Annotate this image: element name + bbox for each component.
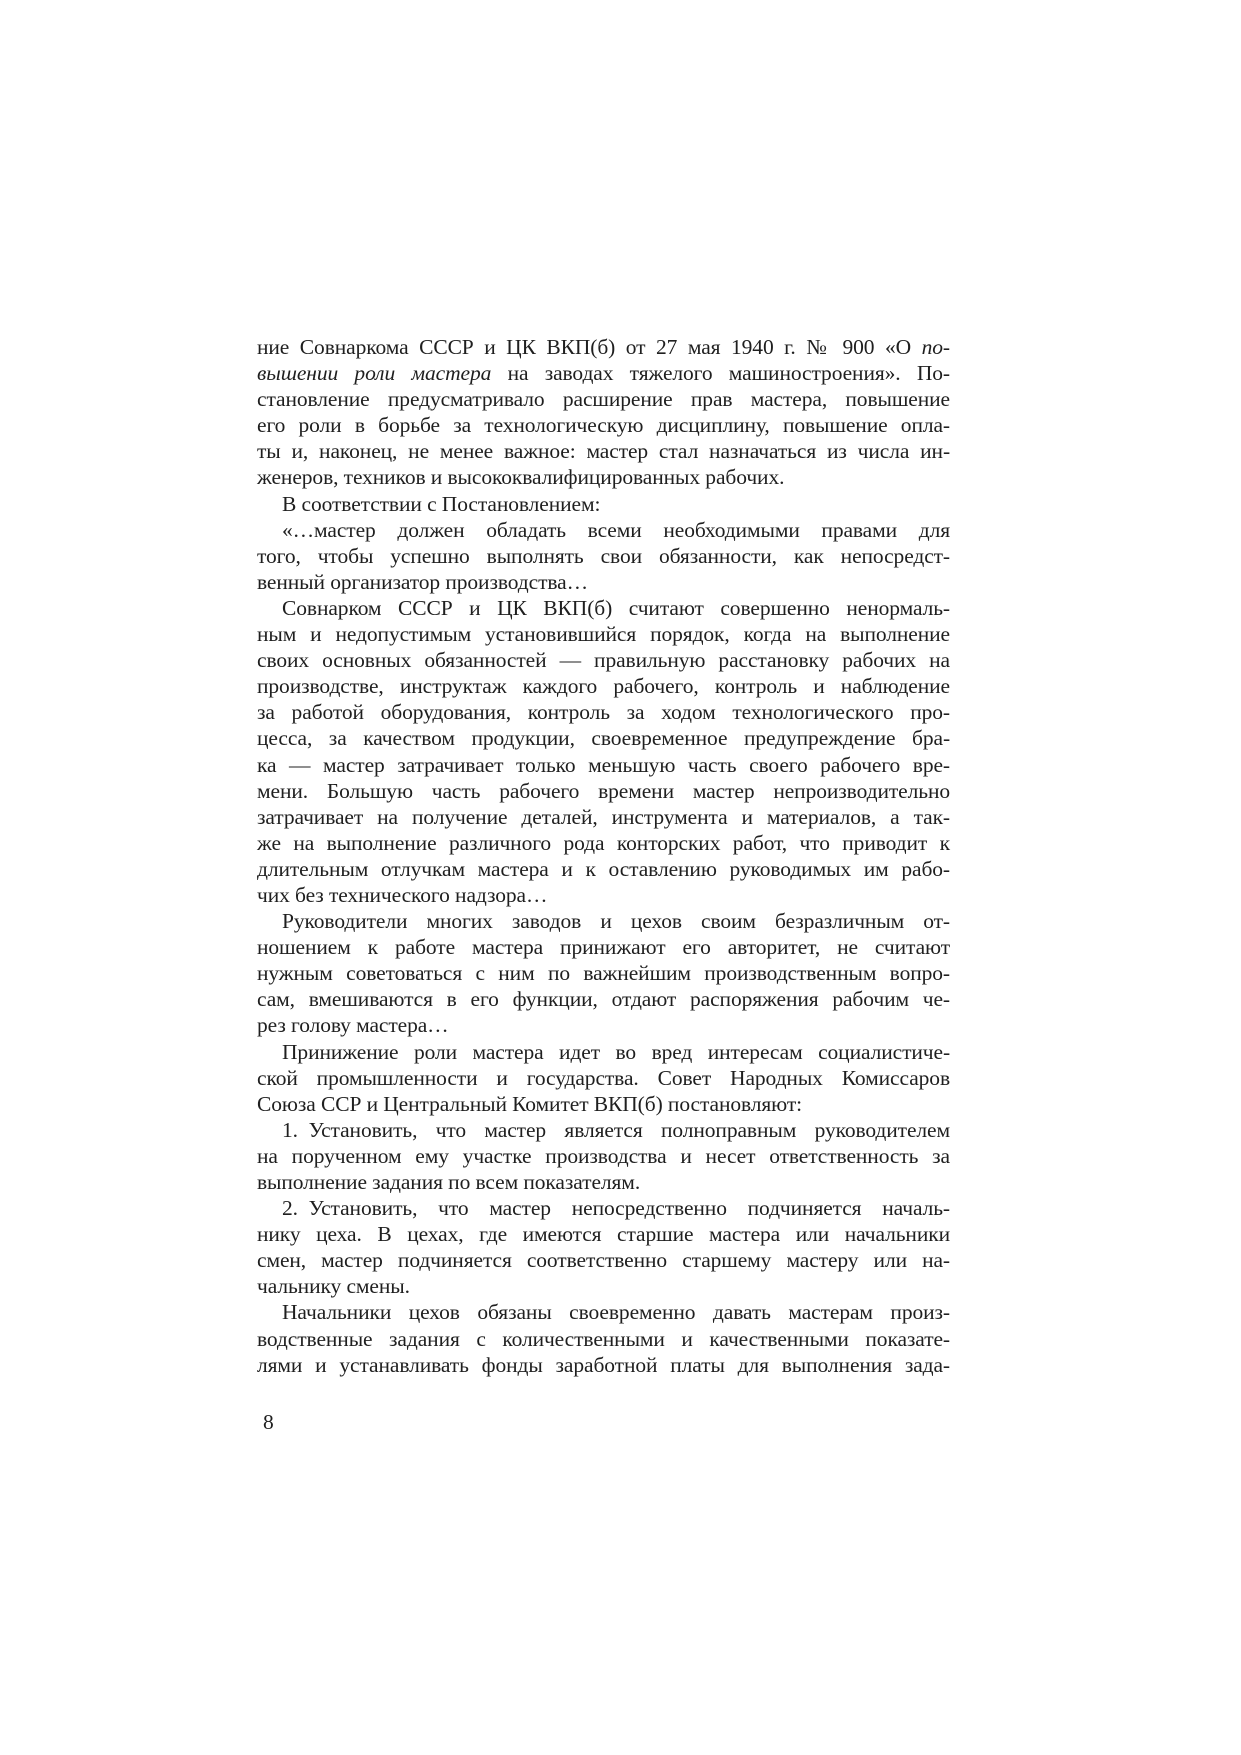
- text-line: [257, 360, 950, 386]
- text-line: [257, 1143, 950, 1169]
- text-line: [257, 699, 950, 725]
- text-line: [257, 673, 950, 699]
- text-line: [257, 1117, 950, 1143]
- text-segment: ным и недопустимым установившийся порядок, когда на выполнение: [257, 622, 950, 647]
- text-line: [257, 464, 950, 490]
- text-segment: В соответствии с Постановлением:: [282, 491, 601, 516]
- text-segment: женеров, техников и высококвалифицированных рабочих.: [257, 465, 785, 490]
- text-line: [257, 1221, 950, 1247]
- text-segment: своих основных обязанностей — правильную расстановку рабочих на: [257, 648, 950, 673]
- text-line: [257, 334, 950, 360]
- text-line: [257, 1299, 950, 1325]
- text-segment: венный организатор производства…: [257, 569, 588, 594]
- text-line: [257, 1012, 950, 1038]
- text-line: [257, 1065, 950, 1091]
- text-segment: ка — мастер затрачивает только меньшую часть своего рабочего вре-: [257, 752, 950, 777]
- text-segment: чих без технического надзора…: [257, 882, 548, 907]
- text-segment: Совнарком СССР и ЦК ВКП(б) считают совершенно ненормаль-: [282, 595, 950, 620]
- text-segment: 2. Установить, что мастер непосредственно подчиняется началь-: [282, 1196, 950, 1221]
- text-segment: же на выполнение различного рода конторских работ, что приводит к: [257, 830, 950, 855]
- text-segment: Руководители многих заводов и цехов своим безразличным от-: [282, 909, 950, 934]
- text-segment: выполнение задания по всем показателям.: [257, 1170, 641, 1194]
- text-line: [257, 386, 950, 412]
- text-line: [257, 908, 950, 934]
- text-segment: Принижение роли мастера идет во вред интересам социалистиче-: [282, 1039, 950, 1064]
- text-line: [257, 804, 950, 830]
- text-segment: ние Совнаркома СССР и ЦК ВКП(б) от 27 мая 1940 г. № 900 «О: [257, 335, 922, 359]
- text-segment: его роли в борьбе за технологическую дисциплину, повышение опла-: [257, 413, 950, 438]
- text-line: [257, 1352, 950, 1378]
- text-line: [257, 1091, 950, 1117]
- text-line: [257, 778, 950, 804]
- text-line: [257, 986, 950, 1012]
- text-line: [257, 621, 950, 647]
- text-line: [257, 438, 950, 464]
- text-line: [257, 1039, 950, 1065]
- text-line: [257, 647, 950, 673]
- text-segment: сам, вмешиваются в его функции, отдают распоряжения рабочим че-: [257, 987, 950, 1012]
- text-segment: того, чтобы успешно выполнять свои обязанности, как непосредст-: [257, 543, 950, 568]
- text-line: [257, 491, 950, 517]
- text-segment: 1. Установить, что мастер является полноправным руководителем: [282, 1117, 950, 1142]
- text-line: [257, 752, 950, 778]
- text-line: [257, 595, 950, 621]
- text-segment: смен, мастер подчиняется соответственно старшему мастеру или на-: [257, 1248, 950, 1273]
- text-segment: нику цеха. В цехах, где имеются старшие мастера или начальники: [257, 1222, 950, 1247]
- text-segment: на заводах тяжелого машиностроения». По-: [491, 361, 950, 386]
- text-line: [257, 517, 950, 543]
- text-segment: ношением к работе мастера принижают его авторитет, не считают: [257, 935, 950, 960]
- text-line: [257, 960, 950, 986]
- text-line: [257, 1247, 950, 1273]
- text-line: [257, 569, 950, 595]
- text-line: [257, 830, 950, 856]
- text-segment: производстве, инструктаж каждого рабочего, контроль и наблюдение: [257, 674, 950, 699]
- text-line: [257, 412, 950, 438]
- text-line: [257, 934, 950, 960]
- text-line: [257, 1169, 950, 1195]
- text-segment: мени. Большую часть рабочего времени мастер непроизводительно: [257, 778, 950, 803]
- text-line: [257, 1326, 950, 1352]
- page-text: [257, 334, 950, 1378]
- page-number: 8: [263, 1410, 274, 1434]
- text-segment: рез голову мастера…: [257, 1013, 449, 1038]
- text-segment: лями и устанавливать фонды заработной платы для выполнения зада-: [257, 1352, 950, 1377]
- text-segment: затрачивает на получение деталей, инструмента и материалов, а так-: [257, 804, 950, 829]
- text-line: [257, 882, 950, 908]
- italic-text-segment: вышении роли мастера: [257, 361, 492, 386]
- text-segment: водственные задания с количественными и качественными показате-: [257, 1326, 950, 1351]
- text-segment: «…мастер должен обладать всеми необходимыми правами для: [282, 517, 950, 542]
- text-segment: за работой оборудования, контроль за ходом технологического про-: [257, 700, 950, 725]
- text-line: [257, 725, 950, 751]
- text-line: [257, 856, 950, 882]
- italic-text-segment: по-: [921, 335, 950, 359]
- text-segment: на порученном ему участке производства и несет ответственность за: [257, 1143, 950, 1168]
- text-segment: цесса, за качеством продукции, своевременное предупреждение бра-: [257, 726, 950, 751]
- text-segment: Начальники цехов обязаны своевременно давать мастерам произ-: [282, 1300, 950, 1325]
- text-line: [257, 543, 950, 569]
- text-segment: длительным отлучкам мастера и к оставлению руководимых им рабо-: [257, 856, 950, 881]
- text-line: [257, 1195, 950, 1221]
- text-segment: ты и, наконец, не менее важное: мастер стал назначаться из числа ин-: [257, 439, 950, 464]
- text-segment: нужным советоваться с ним по важнейшим производственным вопро-: [257, 961, 950, 986]
- text-segment: ской промышленности и государства. Совет Народных Комиссаров: [257, 1065, 950, 1090]
- text-line: [257, 1273, 950, 1299]
- text-segment: чальнику смены.: [257, 1274, 410, 1299]
- text-segment: Союза ССР и Центральный Комитет ВКП(б) постановляют:: [257, 1091, 803, 1116]
- text-segment: становление предусматривало расширение прав мастера, повышение: [257, 387, 950, 412]
